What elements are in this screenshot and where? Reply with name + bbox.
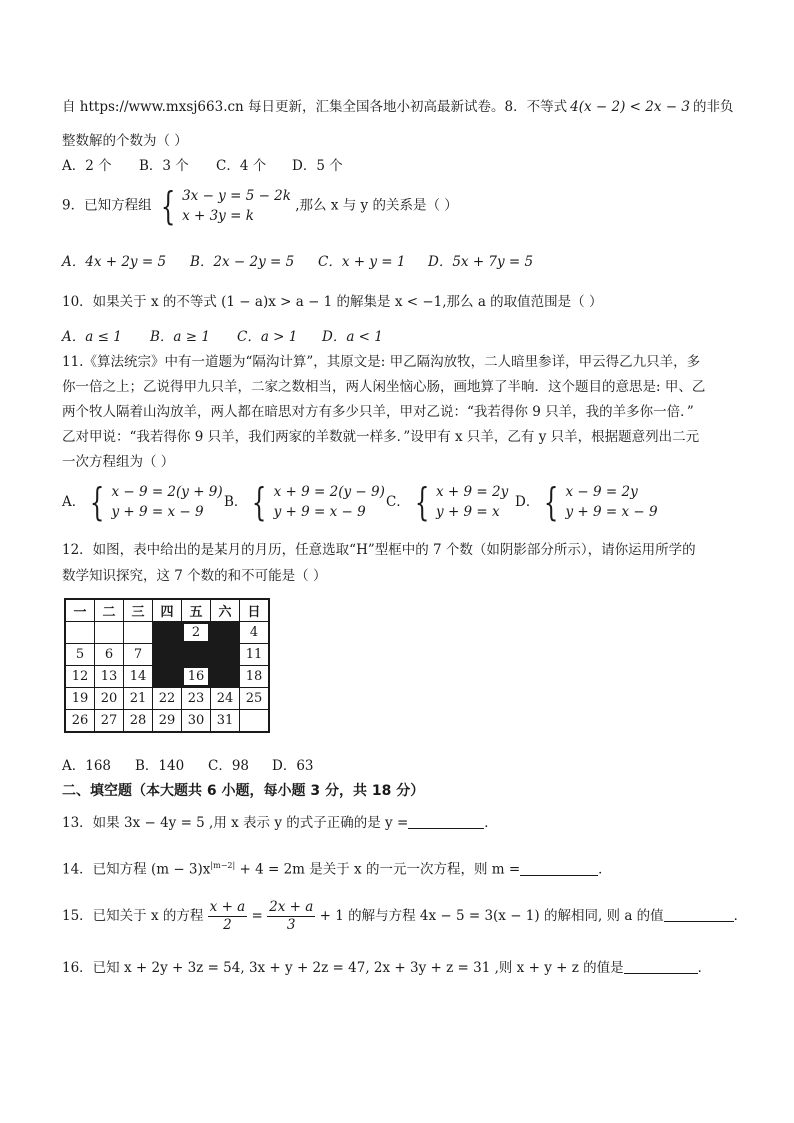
q10-option-c: C．a > 1	[237, 329, 298, 345]
q9-option-c: C．x + y = 1	[318, 254, 406, 270]
q15-fraction-2: $\frac{2x + a}{3}$	[269, 899, 314, 933]
q9-eq2: x + 3y = k	[182, 208, 254, 224]
calendar-row: 26 27 28 29 30 31	[65, 710, 269, 733]
q13-line: 13．如果 3x − 4y = 5 ,用 x 表示 y 的式子正确的是 y = ．	[62, 815, 498, 831]
q16-answer-blank[interactable]	[624, 973, 698, 974]
q8-inequality: 4(x − 2) < 2x − 3	[570, 99, 690, 115]
q12-line2: 数学知识探究，这 7 个数的和不可能是（ ）	[62, 568, 327, 584]
q8-line2: 整数解的个数为（ ）	[62, 133, 188, 149]
h-shade	[211, 666, 240, 688]
q10-text: 10．如果关于 x 的不等式 (1 − a)x > a − 1 的解集是 x < −1,那么 a 的取值范围是（ ）	[62, 294, 603, 310]
h-shade	[153, 666, 182, 688]
q12-line1: 12．如图，表中给出的是某月的月历，任意选取“H”型框中的 7 个数（如阴影部分所示），请你运用所学的	[62, 542, 696, 558]
brace-icon: {	[414, 480, 430, 524]
q10-option-b: B．a ≥ 1	[150, 329, 210, 345]
q8-option-a: A．2 个	[62, 158, 112, 174]
q8-line1: 自 https://www.mxsj663.cn 每日更新，汇集全国各地小初高最新试卷。8．不等式 4(x − 2) < 2x − 3 的非负	[62, 99, 734, 115]
h-shade	[211, 622, 240, 644]
brace-icon: {	[252, 480, 267, 524]
q9-eq1: 3x − y = 5 − 2k	[182, 188, 291, 204]
calendar-row: 5 6 7 11	[65, 644, 269, 666]
h-shade	[211, 644, 240, 666]
q15-line: 15．已知关于 x 的方程 $\frac{x + a}{2}$ = $\frac{2x + a}{3}$ + 1 的解与方程 4x − 5 = 3(x − 1) 的解相同, 则 a 的值 ．	[62, 899, 748, 933]
brace-icon: {	[544, 480, 559, 524]
h-shade-labeled: 2	[182, 622, 211, 644]
q9-system	[156, 186, 291, 226]
q11-line4: 乙对甲说：“我若得你 9 只羊，我们两家的羊数就一样多．”设甲有 x 只羊，乙有 y 只羊，根据题意列出二元	[62, 429, 700, 445]
calendar-header-row: 一 二 三 四 五 六 日	[65, 599, 269, 622]
h-shade-labeled: 16	[182, 666, 211, 688]
q12-option-b: B．140	[135, 758, 185, 774]
brace-icon: {	[90, 480, 105, 524]
q8-option-b: B．3 个	[139, 158, 189, 174]
h-shade	[182, 644, 211, 666]
q9-option-d: D．5x + 7y = 5	[428, 254, 534, 270]
q8-option-d: D．5 个	[292, 158, 343, 174]
q11-option-a: A． { x − 9 = 2(y + 9) y + 9 = x − 9	[62, 480, 223, 524]
q14-answer-blank[interactable]	[520, 875, 598, 876]
q11-line2: 你一倍之上；乙说得甲九只羊，二家之数相当，两人闲坐恼心肠，画地算了半晌．这个题目的意思是: 甲、乙	[62, 379, 706, 395]
q11-option-b: B． { x + 9 = 2(y − 9) y + 9 = x − 9	[224, 480, 385, 524]
q14-line: 14．已知方程 $(m - 3)x^{|m-2|} + 4 = 2m$ 是关于 x 的一元一次方程，则 m = ．	[62, 861, 612, 878]
brace-icon: {	[160, 184, 176, 228]
q15-answer-blank[interactable]	[664, 921, 734, 922]
q11-line3: 两个牧人隔着山沟放羊，两人都在暗思对方有多少只羊，甲对乙说：“我若得你 9 只羊，我的羊多你一倍．”	[62, 404, 694, 420]
source-header: 自 https://www.mxsj663.cn 每日更新，汇集全国各地小初高最新试卷。	[62, 99, 505, 115]
calendar-row: 12 13 14 16 18	[65, 666, 269, 688]
q11-line1: 11.《算法统宗》中有一道题为“隔沟计算”，其原文是: 甲乙隔沟放牧，二人暗里参详，甲云得乙九只羊，多	[62, 354, 701, 370]
h-shade	[153, 644, 182, 666]
q13-answer-blank[interactable]	[408, 828, 484, 829]
h-shade	[153, 622, 182, 644]
q11-line5: 一次方程组为（ ）	[62, 454, 175, 470]
q12-option-d: D．63	[272, 758, 314, 774]
q14-exponent: |m−2|	[210, 861, 236, 870]
q8-option-c: C．4 个	[216, 158, 267, 174]
q15-fraction-1: $\frac{x + a}{2}$	[209, 899, 246, 933]
calendar-table	[64, 598, 270, 733]
q9-prefix: 9．已知方程组	[62, 197, 152, 214]
q8-number: 8．	[504, 99, 527, 115]
q16-line: 16．已知 x + 2y + 3z = 54, 3x + y + 2z = 47, 2x + 3y + z = 31 ,则 x + y + z 的值是 ．	[62, 960, 712, 976]
q10-option-a: A．a ≤ 1	[62, 329, 122, 345]
section2-heading: 二、填空题（本大题共 6 小题，每小题 3 分，共 18 分）	[62, 783, 425, 799]
q11-option-c: C． { x + 9 = 2y y + 9 = x	[386, 480, 509, 524]
q12-option-a: A．168	[62, 758, 112, 774]
q9-line	[62, 186, 458, 226]
q10-option-d: D．a < 1	[322, 329, 383, 345]
q12-option-c: C．98	[208, 758, 250, 774]
q9-suffix: ,那么 x 与 y 的关系是（ ）	[295, 197, 458, 214]
q9-option-b: B．2x − 2y = 5	[190, 254, 295, 270]
calendar-row: 2 4	[65, 622, 269, 644]
q9-option-a: A．4x + 2y = 5	[62, 254, 167, 270]
calendar-row: 19 20 21 22 23 24 25	[65, 688, 269, 710]
q11-option-d: D． { x − 9 = 2y y + 9 = x − 9	[515, 480, 658, 524]
